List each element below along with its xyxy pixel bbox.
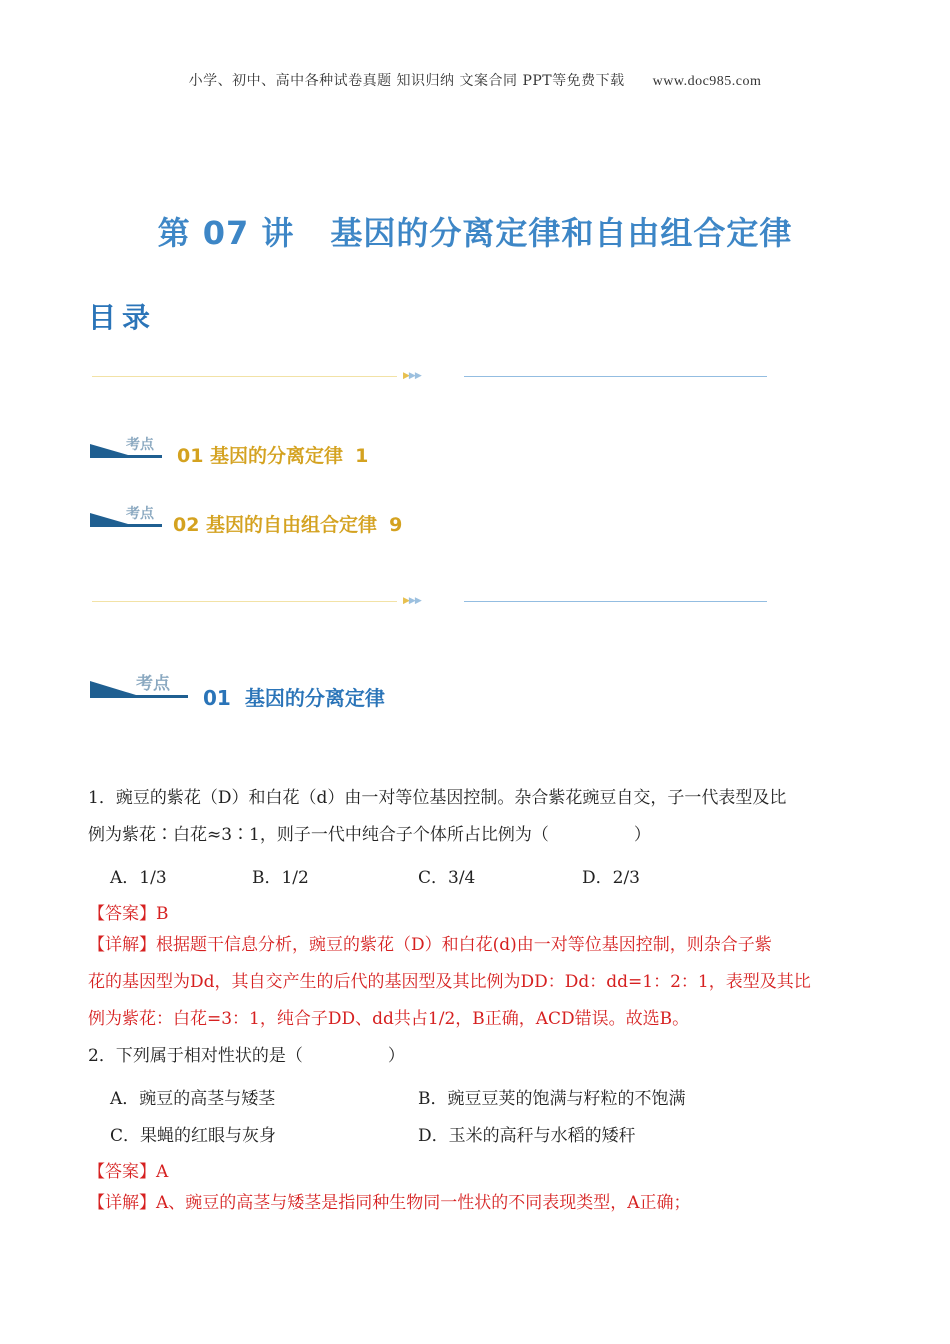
toc-item-1[interactable]: 01 基因的分离定律 1 [177,445,369,467]
section-heading: 01 基因的分离定律 [203,686,385,710]
detail-2: 【详解】A、豌豆的高茎与矮茎是指同种生物同一性状的不同表现类型，A正确； [88,1193,691,1213]
divider [92,596,767,608]
arrow-marker-icon: ▶▶▶ [403,596,421,606]
divider [92,371,767,383]
option-c: C．果蝇的红眼与灰身 [110,1126,277,1146]
toc-heading: 目录 [88,301,157,334]
answer-1: 【答案】B [88,904,169,924]
option-d: D．2/3 [582,868,640,888]
question-1-stem: 1．豌豆的紫花（D）和白花（d）由一对等位基因控制。杂合紫花豌豆自交，子一代表型及比 例为紫花∶白花≈3∶1，则子一代中纯合子个体所占比例为（ ） [88,788,787,845]
detail-1: 【详解】根据题干信息分析，豌豆的紫花（D）和白花(d)由一对等位基因控制，则杂合子紫 花的基因型为Dd，其自交产生的后代的基因型及其比例为DD：Dd：dd=1：2：1，表型及其比 例为紫花：白花=3：1，纯合子DD、dd共占1/2，B正确，ACD错误。故选B。 [88,935,811,1029]
header-site-link[interactable]: www.doc985.com [652,74,762,89]
option-a: A．豌豆的高茎与矮茎 [110,1089,276,1109]
question-2-stem: 2．下列属于相对性状的是（ ） [88,1046,405,1066]
toc-item-2[interactable]: 02 基因的自由组合定律 9 [173,514,403,536]
lecture-number: 第 07 讲 [157,214,295,252]
answer-2: 【答案】A [88,1162,169,1182]
kaodian-badge: 考点 [90,672,190,700]
option-c: C．3/4 [418,868,476,888]
kaodian-badge: 考点 [90,505,168,529]
option-d: D．玉米的高秆与水稻的矮秆 [418,1126,636,1146]
header-text: 小学、初中、高中各种试卷真题 知识归纳 文案合同 PPT等免费下载 [188,73,625,89]
lecture-title [0,208,950,254]
lecture-topic: 基因的分离定律和自由组合定律 [330,214,793,252]
option-b: B．1/2 [252,868,309,888]
kaodian-badge: 考点 [90,436,168,460]
option-b: B．豌豆豆荚的饱满与籽粒的不饱满 [418,1089,686,1109]
arrow-marker-icon: ▶▶▶ [403,371,421,381]
option-a: A．1/3 [110,868,167,888]
page-header [0,70,950,90]
